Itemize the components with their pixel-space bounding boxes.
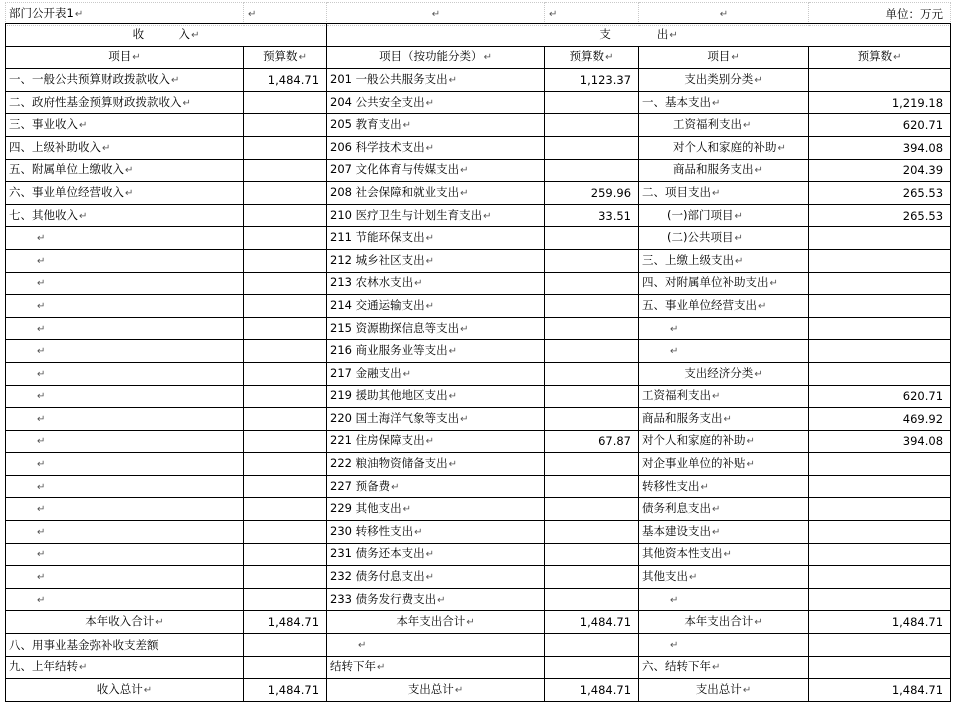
func-item-cell: 227 预备费↵	[327, 475, 545, 498]
unit-label: 单位：万元	[809, 3, 951, 26]
income-item-cell: 四、上级补助收入↵	[6, 136, 244, 159]
func-budget-cell	[545, 453, 639, 476]
col-cat-item: 项目↵	[639, 46, 809, 69]
expense-total-label: 支出总计↵	[327, 679, 545, 702]
cat-item-cell: 工资福利支出↵	[639, 114, 809, 137]
next-carryover-label-2: 六、结转下年↵	[639, 656, 809, 679]
fund-balance-row: 八、用事业基金弥补收支差额 ↵ ↵	[6, 634, 951, 657]
year-total-row	[6, 611, 951, 634]
cat-budget-cell: 394.08	[809, 430, 951, 453]
table-row	[6, 227, 951, 250]
table-row	[6, 295, 951, 318]
func-item-cell: 210 医疗卫生与计划生育支出↵	[327, 204, 545, 227]
income-budget-cell: 1,484.71	[244, 69, 327, 92]
income-budget-cell	[244, 204, 327, 227]
func-budget-cell	[545, 91, 639, 114]
income-item-cell: ↵	[6, 588, 244, 611]
cat-budget-cell: 620.71	[809, 114, 951, 137]
income-item-cell: ↵	[6, 249, 244, 272]
expense-total-value: 1,484.71	[545, 679, 639, 702]
income-budget-cell	[244, 272, 327, 295]
table-row	[6, 91, 951, 114]
section-header-row	[6, 24, 951, 47]
income-item-cell: ↵	[6, 453, 244, 476]
func-item-cell: 212 城乡社区支出↵	[327, 249, 545, 272]
expense-total2-value: 1,484.71	[809, 679, 951, 702]
func-budget-cell: 259.96	[545, 182, 639, 205]
report-header: 部门公开表1↵ ↵ ↵ ↵ ↵ 单位：万元	[5, 2, 951, 26]
income-budget-cell	[244, 543, 327, 566]
cat-budget-cell	[809, 453, 951, 476]
cat-budget-cell	[809, 340, 951, 363]
table-row	[6, 182, 951, 205]
income-budget-cell	[244, 340, 327, 363]
income-budget-cell	[244, 136, 327, 159]
cat-budget-cell	[809, 69, 951, 92]
year-income-label: 本年收入合计↵	[6, 611, 244, 634]
cat-budget-cell	[809, 521, 951, 544]
cat-budget-cell	[809, 249, 951, 272]
cat-budget-cell: 1,219.18	[809, 91, 951, 114]
func-budget-cell	[545, 385, 639, 408]
next-carryover-label: 结转下年↵	[327, 656, 545, 679]
income-item-cell: ↵	[6, 475, 244, 498]
table-row	[6, 385, 951, 408]
func-item-cell: 217 金融支出↵	[327, 362, 545, 385]
func-item-cell: 211 节能环保支出↵	[327, 227, 545, 250]
cat-item-cell: ↵	[639, 340, 809, 363]
table-row	[6, 566, 951, 589]
func-item-cell: 213 农林水支出↵	[327, 272, 545, 295]
cat-item-cell: 二、项目支出↵	[639, 182, 809, 205]
cat-item-cell: 五、事业单位经营支出↵	[639, 295, 809, 318]
income-budget-cell	[244, 362, 327, 385]
year-expense-value: 1,484.71	[545, 611, 639, 634]
func-budget-cell	[545, 498, 639, 521]
func-item-cell: 207 文化体育与传媒支出↵	[327, 159, 545, 182]
func-budget-cell: 33.51	[545, 204, 639, 227]
income-budget-cell	[244, 521, 327, 544]
income-item-cell: ↵	[6, 362, 244, 385]
table-row	[6, 453, 951, 476]
func-budget-cell	[545, 475, 639, 498]
func-item-cell: 205 教育支出↵	[327, 114, 545, 137]
func-item-cell: 221 住房保障支出↵	[327, 430, 545, 453]
income-budget-cell	[244, 453, 327, 476]
cat-item-cell: 支出类别分类↵	[639, 69, 809, 92]
carryover-row	[6, 656, 951, 679]
cat-budget-cell: 265.53	[809, 204, 951, 227]
func-budget-cell	[545, 295, 639, 318]
cat-item-cell: 支出经济分类↵	[639, 362, 809, 385]
table-row	[6, 430, 951, 453]
income-item-cell: 三、事业收入↵	[6, 114, 244, 137]
income-total-value: 1,484.71	[244, 679, 327, 702]
table-row	[6, 521, 951, 544]
income-item-cell: ↵	[6, 543, 244, 566]
income-budget-cell	[244, 227, 327, 250]
table-row	[6, 317, 951, 340]
cat-item-cell: 工资福利支出↵	[639, 385, 809, 408]
cat-budget-cell: 204.39	[809, 159, 951, 182]
cat-budget-cell	[809, 295, 951, 318]
income-item-cell: ↵	[6, 295, 244, 318]
cat-budget-cell	[809, 227, 951, 250]
func-budget-cell	[545, 136, 639, 159]
func-budget-cell	[545, 114, 639, 137]
income-item-cell: ↵	[6, 498, 244, 521]
income-total-label: 收入总计↵	[6, 679, 244, 702]
cat-item-cell: 其他资本性支出↵	[639, 543, 809, 566]
income-item-cell: ↵	[6, 227, 244, 250]
func-budget-cell: 67.87	[545, 430, 639, 453]
func-item-cell: 208 社会保障和就业支出↵	[327, 182, 545, 205]
expense-total2-label: 支出总计↵	[639, 679, 809, 702]
cat-budget-cell: 265.53	[809, 182, 951, 205]
cat-budget-cell	[809, 362, 951, 385]
income-item-cell: 五、附属单位上缴收入↵	[6, 159, 244, 182]
col-func-budget: 预算数↵	[545, 46, 639, 69]
income-item-cell: ↵	[6, 317, 244, 340]
cat-item-cell: ↵	[639, 588, 809, 611]
table-row	[6, 249, 951, 272]
income-item-cell: ↵	[6, 566, 244, 589]
func-item-cell: 219 援助其他地区支出↵	[327, 385, 545, 408]
cat-item-cell: 转移性支出↵	[639, 475, 809, 498]
func-item-cell: 201 一般公共服务支出↵	[327, 69, 545, 92]
func-budget-cell	[545, 340, 639, 363]
func-budget-cell	[545, 317, 639, 340]
table-row	[6, 272, 951, 295]
func-item-cell: 206 科学技术支出↵	[327, 136, 545, 159]
cat-item-cell: 基本建设支出↵	[639, 521, 809, 544]
func-item-cell: 215 资源勘探信息等支出↵	[327, 317, 545, 340]
func-item-cell: 214 交通运输支出↵	[327, 295, 545, 318]
func-budget-cell	[545, 408, 639, 431]
table-row	[6, 114, 951, 137]
income-budget-cell	[244, 182, 327, 205]
year-expense2-label: 本年支出合计↵	[639, 611, 809, 634]
cat-budget-cell	[809, 475, 951, 498]
year-expense-label: 本年支出合计↵	[327, 611, 545, 634]
func-budget-cell	[545, 272, 639, 295]
expense-section-header: 支 出↵	[327, 24, 951, 47]
income-item-cell: 七、其他收入↵	[6, 204, 244, 227]
income-budget-cell	[244, 317, 327, 340]
budget-table	[5, 23, 951, 702]
income-item-cell: 二、政府性基金预算财政拨款收入↵	[6, 91, 244, 114]
cat-item-cell: 其他支出↵	[639, 566, 809, 589]
income-budget-cell	[244, 385, 327, 408]
table-row	[6, 340, 951, 363]
cat-item-cell: 一、基本支出↵	[639, 91, 809, 114]
cat-item-cell: (二)公共项目↵	[639, 227, 809, 250]
income-item-cell: ↵	[6, 430, 244, 453]
table-row	[6, 204, 951, 227]
func-budget-cell	[545, 362, 639, 385]
col-income-budget: 预算数↵	[244, 46, 327, 69]
cat-item-cell: 商品和服务支出↵	[639, 408, 809, 431]
cat-budget-cell	[809, 566, 951, 589]
income-budget-cell	[244, 430, 327, 453]
cat-item-cell: 三、上缴上级支出↵	[639, 249, 809, 272]
fund-balance-label: 八、用事业基金弥补收支差额	[6, 634, 244, 657]
cat-item-cell: 商品和服务支出↵	[639, 159, 809, 182]
income-section-header: 收 入↵	[6, 24, 327, 47]
func-budget-cell: 1,123.37	[545, 69, 639, 92]
income-item-cell: ↵	[6, 340, 244, 363]
income-budget-cell	[244, 475, 327, 498]
column-header-row	[6, 46, 951, 69]
cat-budget-cell: 394.08	[809, 136, 951, 159]
year-expense2-value: 1,484.71	[809, 611, 951, 634]
col-func-item: 项目（按功能分类）↵	[327, 46, 545, 69]
func-item-cell: 222 粮油物资储备支出↵	[327, 453, 545, 476]
func-budget-cell	[545, 249, 639, 272]
func-item-cell: 232 债务付息支出↵	[327, 566, 545, 589]
income-item-cell: 一、一般公共预算财政拨款收入↵	[6, 69, 244, 92]
income-budget-cell	[244, 498, 327, 521]
cat-item-cell: 对企事业单位的补贴↵	[639, 453, 809, 476]
income-budget-cell	[244, 91, 327, 114]
func-item-cell: 220 国土海洋气象等支出↵	[327, 408, 545, 431]
func-item-cell: 216 商业服务业等支出↵	[327, 340, 545, 363]
table-row	[6, 159, 951, 182]
cat-budget-cell	[809, 543, 951, 566]
year-income-value: 1,484.71	[244, 611, 327, 634]
income-budget-cell	[244, 159, 327, 182]
cat-budget-cell	[809, 272, 951, 295]
grand-total-row	[6, 679, 951, 702]
cat-budget-cell	[809, 498, 951, 521]
func-item-cell: 229 其他支出↵	[327, 498, 545, 521]
table-row	[6, 136, 951, 159]
table-row	[6, 69, 951, 92]
func-budget-cell	[545, 159, 639, 182]
prior-carryover-label: 九、上年结转↵	[6, 656, 244, 679]
func-budget-cell	[545, 543, 639, 566]
table-row	[6, 475, 951, 498]
func-budget-cell	[545, 227, 639, 250]
income-budget-cell	[244, 114, 327, 137]
func-item-cell: 230 转移性支出↵	[327, 521, 545, 544]
func-item-cell: 204 公共安全支出↵	[327, 91, 545, 114]
income-budget-cell	[244, 295, 327, 318]
cat-budget-cell	[809, 317, 951, 340]
income-item-cell: ↵	[6, 385, 244, 408]
income-budget-cell	[244, 566, 327, 589]
income-item-cell: 六、事业单位经营收入↵	[6, 182, 244, 205]
cat-item-cell: (一)部门项目↵	[639, 204, 809, 227]
income-item-cell: ↵	[6, 521, 244, 544]
cat-budget-cell: 469.92	[809, 408, 951, 431]
col-cat-budget: 预算数↵	[809, 46, 951, 69]
func-budget-cell	[545, 588, 639, 611]
income-budget-cell	[244, 588, 327, 611]
table-row	[6, 543, 951, 566]
income-budget-cell	[244, 249, 327, 272]
income-budget-cell	[244, 408, 327, 431]
table-row	[6, 588, 951, 611]
func-item-cell: 231 债务还本支出↵	[327, 543, 545, 566]
cat-budget-cell: 620.71	[809, 385, 951, 408]
func-item-cell: 233 债务发行费支出↵	[327, 588, 545, 611]
col-income-item: 项目↵	[6, 46, 244, 69]
table-row	[6, 498, 951, 521]
table-row	[6, 362, 951, 385]
cat-item-cell: 对个人和家庭的补助↵	[639, 136, 809, 159]
report-title: 部门公开表1↵	[6, 3, 244, 26]
cat-item-cell: ↵	[639, 317, 809, 340]
func-budget-cell	[545, 566, 639, 589]
cat-item-cell: 对个人和家庭的补助↵	[639, 430, 809, 453]
cat-item-cell: 债务利息支出↵	[639, 498, 809, 521]
income-item-cell: ↵	[6, 408, 244, 431]
cat-budget-cell	[809, 588, 951, 611]
income-item-cell: ↵	[6, 272, 244, 295]
table-row	[6, 408, 951, 431]
cat-item-cell: 四、对附属单位补助支出↵	[639, 272, 809, 295]
func-budget-cell	[545, 521, 639, 544]
